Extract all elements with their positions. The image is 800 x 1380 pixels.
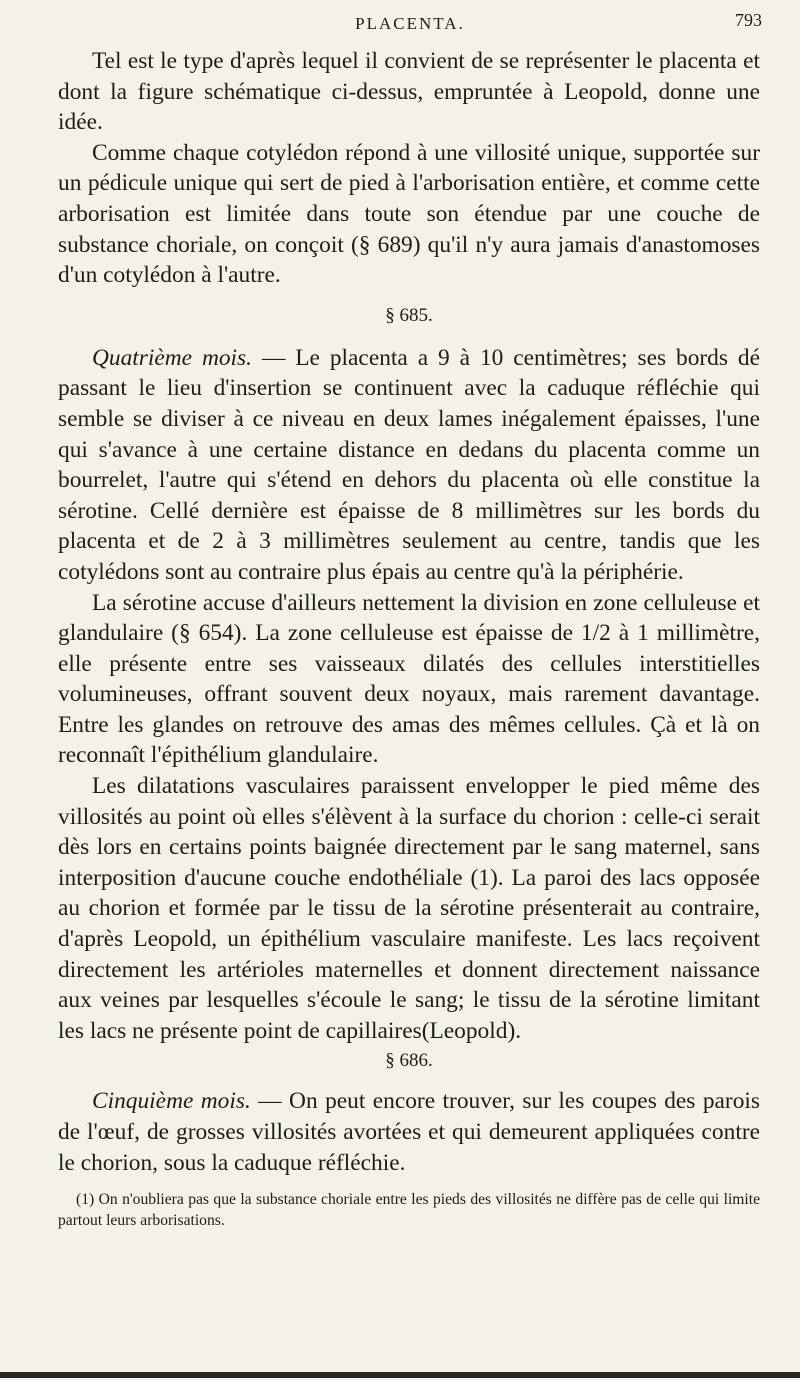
footnote: (1) On n'oubliera pas que la substance choriale entre les pieds des villosités ne diffère pas de celle qui limite partout leurs arborisations.: [58, 1191, 760, 1229]
paragraph-fourth-month: [58, 343, 760, 588]
section-heading-fifth-month: Cinquième mois.: [92, 1088, 251, 1115]
section-mark-685: § 685.: [385, 304, 433, 326]
paragraph-serotine: La sérotine accuse d'ailleurs nettement la division en zone celluleuse et glandulaire (§ 654). La zone celluleuse est épaisse de 1/2 à 1 millimètre, elle présente entre ses vaisseaux dilatés des cellules interstitielles volumineuses, offrant souvent deux noyaux, mais rarement davantage. Entre les glandes on retrouve des amas des mêmes cellules. Çà et là on reconnaît l'épithélium glandulaire.: [58, 589, 760, 769]
paragraph-cotyledon: Comme chaque cotylédon répond à une villosité unique, supportée sur un pédicule unique qui sert de pied à l'arborisation entière, et comme cette arborisation est limitée dans toute son étendue par une couche de substance choriale, on conçoit (§ 689) qu'il n'y aura jamais d'anastomoses d'un cotylédon à l'autre.: [58, 139, 760, 289]
running-title: PLACENTA.: [355, 14, 465, 33]
page-number: 793: [735, 10, 762, 30]
paragraph-fifth-month: [58, 1086, 760, 1178]
paragraph-intro: Tel est le type d'après lequel il convient de se représenter le placenta et dont la figure schématique ci-dessus, empruntée à Leopold, donne une idée.: [58, 48, 760, 136]
section-heading-fourth-month: Quatrième mois.: [92, 344, 253, 371]
paragraph-vascular: Les dilatations vasculaires paraissent envelopper le pied même des villosités au point où elles s'élèvent à la surface du chorion : celle-ci serait dès lors en certains points baignée directement par le sang maternel, sans interposition d'aucune couche endothéliale (1). La paroi des lacs opposée au chorion et formée par le tissu de la sérotine présenterait au contraire, d'après Leopold, un épithélium vasculaire manifeste. Les lacs reçoivent directement les artérioles maternelles et donnent directement naissance aux veines par lesquelles s'écoule le sang; le tissu de la sérotine limitant les lacs ne présente point de capillaires(Leopold).: [58, 773, 760, 1044]
section-mark-686: § 686.: [385, 1050, 433, 1072]
bottom-edge-rule: [0, 1372, 800, 1378]
main-text: [58, 46, 760, 1231]
paragraph-fifth-month-text: — On peut encore trouver, sur les coupes des parois de l'œuf, de grosses villosités avortées et qui demeurent appliquées contre le chorion, sous la caduque réfléchie.: [58, 1088, 760, 1176]
running-header: [58, 10, 762, 40]
paragraph-fourth-month-text: — Le placenta a 9 à 10 centimètres; ses bords dé passant le lieu d'insertion se continuent avec la caduque réfléchie qui semble se diviser à ce niveau en deux lames inégalement épaisses, l'une qui s'avance à une certaine distance en dedans du placenta comme un bourrelet, l'autre qui s'étend en dehors du placenta où elle constitue la sérotine. Cellé dernière est épaisse de 8 millimètres sur les bords du placenta et de 2 à 3 millimètres seulement au centre, tandis que les cotylédons sont au contraire plus épais au centre qu'à la périphérie.: [58, 344, 760, 585]
